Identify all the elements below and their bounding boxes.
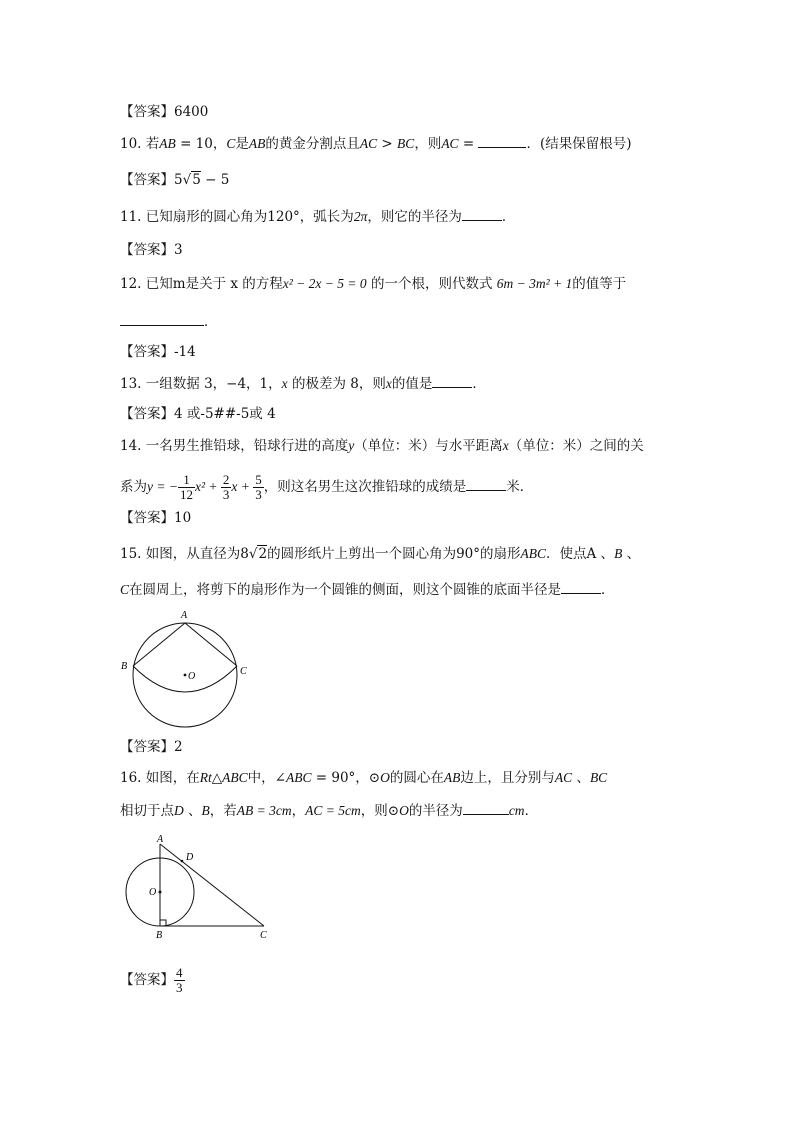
text: 、	[572, 770, 590, 786]
math: AB	[159, 136, 176, 151]
answer-blank	[478, 135, 526, 148]
answer-9	[120, 102, 208, 122]
label-B: B	[121, 661, 128, 672]
question-11	[120, 207, 515, 227]
math: = −	[153, 479, 178, 494]
answer-value: -14	[174, 344, 196, 360]
answer-blank	[561, 581, 601, 594]
answer-blank	[120, 313, 204, 326]
text: 的值等于	[572, 276, 627, 292]
math: AB = 3cm	[236, 803, 292, 818]
text: ，则它的半径为	[367, 209, 462, 225]
question-13	[120, 374, 486, 394]
text: 的黄金分割点且	[265, 136, 360, 152]
question-10	[120, 134, 632, 154]
text: >	[377, 136, 398, 152]
question-number: 15.	[120, 546, 142, 562]
text: 相切于点	[120, 803, 174, 819]
numerator: 2	[222, 472, 230, 487]
math: cm	[508, 803, 525, 818]
answer-blank	[462, 208, 502, 221]
text: 的值是	[391, 376, 433, 392]
denominator: 3	[222, 487, 230, 502]
equation: x² − 2x − 5 = 0	[282, 276, 367, 291]
text: ，	[291, 803, 306, 819]
math: x	[385, 376, 392, 391]
text: 是	[235, 136, 249, 152]
math: AC	[359, 136, 378, 151]
figure-15-circle-sector	[118, 608, 252, 730]
math: B	[614, 546, 623, 561]
label-A: A	[157, 834, 164, 845]
text: 中，	[247, 770, 275, 786]
radicand: 2	[258, 546, 268, 562]
numerator: 4	[176, 965, 183, 980]
text: 在圆周上，将剪下的扇形作为一个圆锥的侧面，则这个圆锥的底面半径是	[129, 582, 562, 598]
fraction	[178, 473, 195, 502]
question-number: 11.	[120, 209, 142, 225]
question-number: 16.	[120, 770, 142, 786]
math: x +	[231, 479, 254, 494]
text: 的圆形纸片上剪出一个圆心角为90°的扇形	[267, 546, 521, 562]
question-12-line2	[120, 312, 218, 332]
text: 如图，从直径为	[145, 546, 241, 562]
question-14-line2	[120, 470, 533, 504]
text: 的半径为	[408, 803, 463, 819]
text: 的极差为 8，则	[287, 376, 386, 392]
center-point	[184, 674, 187, 677]
question-16-line2	[120, 801, 538, 821]
math: 5	[174, 172, 183, 188]
math: 8	[240, 546, 249, 562]
numerator: 5	[255, 472, 262, 487]
text: ，则这名男生这次推铅球的成绩是	[263, 479, 467, 495]
math: C	[120, 582, 130, 597]
math: B	[201, 803, 210, 818]
answer-blank	[432, 375, 472, 388]
answer-12	[120, 342, 196, 362]
text: 的一个根，则代数式	[366, 276, 497, 292]
text: ．	[472, 376, 486, 392]
math: − 5	[200, 172, 230, 188]
text: 一名男生推铅球，铅球行进的高度	[145, 438, 349, 454]
math: O	[399, 803, 409, 818]
answer-tag: 【答案】	[120, 242, 174, 258]
question-15: 15. 如图，从直径为8√2的圆形纸片上剪出一个圆心角为90°的扇形ABC．使点A 、B 、	[120, 546, 641, 562]
answer-tag: 【答案】	[120, 510, 174, 526]
answer-value: 10	[174, 510, 192, 526]
answer-15	[120, 737, 183, 757]
text: ，则⊙	[360, 803, 400, 819]
math: BC	[589, 770, 608, 785]
text: ．	[601, 582, 615, 598]
text: （单位：米）之间的关	[508, 438, 644, 454]
denominator: 3	[255, 487, 262, 502]
text: 米．	[506, 479, 534, 495]
math: D	[174, 803, 184, 818]
expression: 6m − 3m² + 1	[496, 276, 573, 291]
math: AB	[443, 770, 461, 785]
math: AC = 5cm	[305, 803, 361, 818]
text: ．(结果保留根号)	[526, 136, 632, 152]
text: 如图，在	[145, 770, 200, 786]
numerator: 1	[178, 473, 195, 488]
label-D: D	[186, 852, 194, 863]
text: ．	[501, 209, 516, 225]
math: ABC	[520, 546, 547, 561]
answer-tag: 【答案】	[120, 344, 174, 360]
answer-16	[120, 962, 185, 998]
fraction	[221, 473, 232, 502]
answer-value: 2	[174, 739, 183, 755]
answer-blank	[463, 802, 509, 815]
sector-arc	[133, 666, 237, 692]
right-angle-mark	[160, 920, 166, 926]
label-B: B	[156, 930, 163, 941]
answer-blank	[466, 478, 506, 491]
label-C: C	[260, 930, 267, 941]
math: AB	[248, 136, 266, 151]
text: 已知m是关于 x 的方程	[145, 276, 283, 292]
answer-value: 6400	[174, 104, 209, 120]
math: y	[147, 479, 153, 494]
text: = 90°，⊙	[311, 770, 381, 786]
text: ．	[204, 314, 218, 330]
answer-tag: 【答案】	[120, 104, 174, 120]
math: C	[226, 136, 236, 151]
answer-13	[120, 404, 276, 424]
question-number: 14.	[120, 438, 142, 454]
label-A: A	[181, 610, 188, 621]
text: 已知扇形的圆心角为120°，弧长为	[145, 209, 354, 225]
figure-16-triangle-circle	[118, 834, 278, 944]
answer-tag: 【答案】	[120, 739, 174, 755]
answer-tag: 【答案】	[120, 406, 174, 422]
question-12	[120, 274, 626, 294]
math: O	[380, 770, 390, 785]
answer-tag: 【答案】	[120, 172, 174, 188]
text: 边上，且分别与	[460, 770, 555, 786]
answer-value: 4 或-5##-5或 4	[174, 406, 276, 422]
text: ，则	[414, 136, 442, 152]
math: 2π	[353, 209, 368, 224]
tangent-point-D	[181, 860, 184, 863]
text: =	[458, 136, 479, 152]
center-point	[159, 891, 162, 894]
text: 、	[622, 546, 641, 562]
math: y	[348, 438, 355, 453]
math: BC	[397, 136, 415, 151]
text: ．使点A 、	[546, 546, 615, 562]
text: （单位：米）与水平距离	[354, 438, 503, 454]
answer-value: 3	[174, 242, 183, 258]
answer-14	[120, 508, 191, 528]
question-number: 10.	[120, 136, 142, 152]
math: AC	[441, 136, 459, 151]
math: x	[281, 376, 288, 391]
math: x² +	[194, 479, 221, 494]
radicand: 5	[192, 172, 201, 188]
text: 若	[145, 136, 160, 152]
math: AC	[554, 770, 573, 785]
denominator: 12	[179, 487, 193, 502]
label-O: O	[149, 887, 157, 898]
question-number: 12.	[120, 276, 142, 292]
fraction	[253, 473, 264, 502]
text: 一组数据 3，−4，1，	[145, 376, 282, 392]
question-16	[120, 768, 607, 788]
answer-fraction	[174, 966, 185, 995]
question-15-line2	[120, 580, 615, 600]
question-14	[120, 436, 644, 456]
answer-11	[120, 240, 183, 260]
text: 的圆心在	[389, 770, 444, 786]
label-C: C	[240, 666, 247, 677]
answer-10: 【答案】5√5 − 5	[120, 172, 230, 188]
text: ，若	[209, 803, 237, 819]
math: x	[502, 438, 509, 453]
text: = 10，	[175, 136, 227, 152]
text: 、	[183, 803, 202, 819]
math: ∠ABC	[274, 770, 312, 785]
text: 系为	[120, 479, 147, 495]
question-number: 13.	[120, 376, 142, 392]
label-O: O	[188, 671, 196, 682]
text: ．	[524, 803, 539, 819]
math: Rt△ABC	[199, 770, 248, 785]
denominator: 3	[176, 980, 183, 995]
answer-tag: 【答案】	[120, 972, 174, 988]
side-AC	[160, 844, 264, 926]
